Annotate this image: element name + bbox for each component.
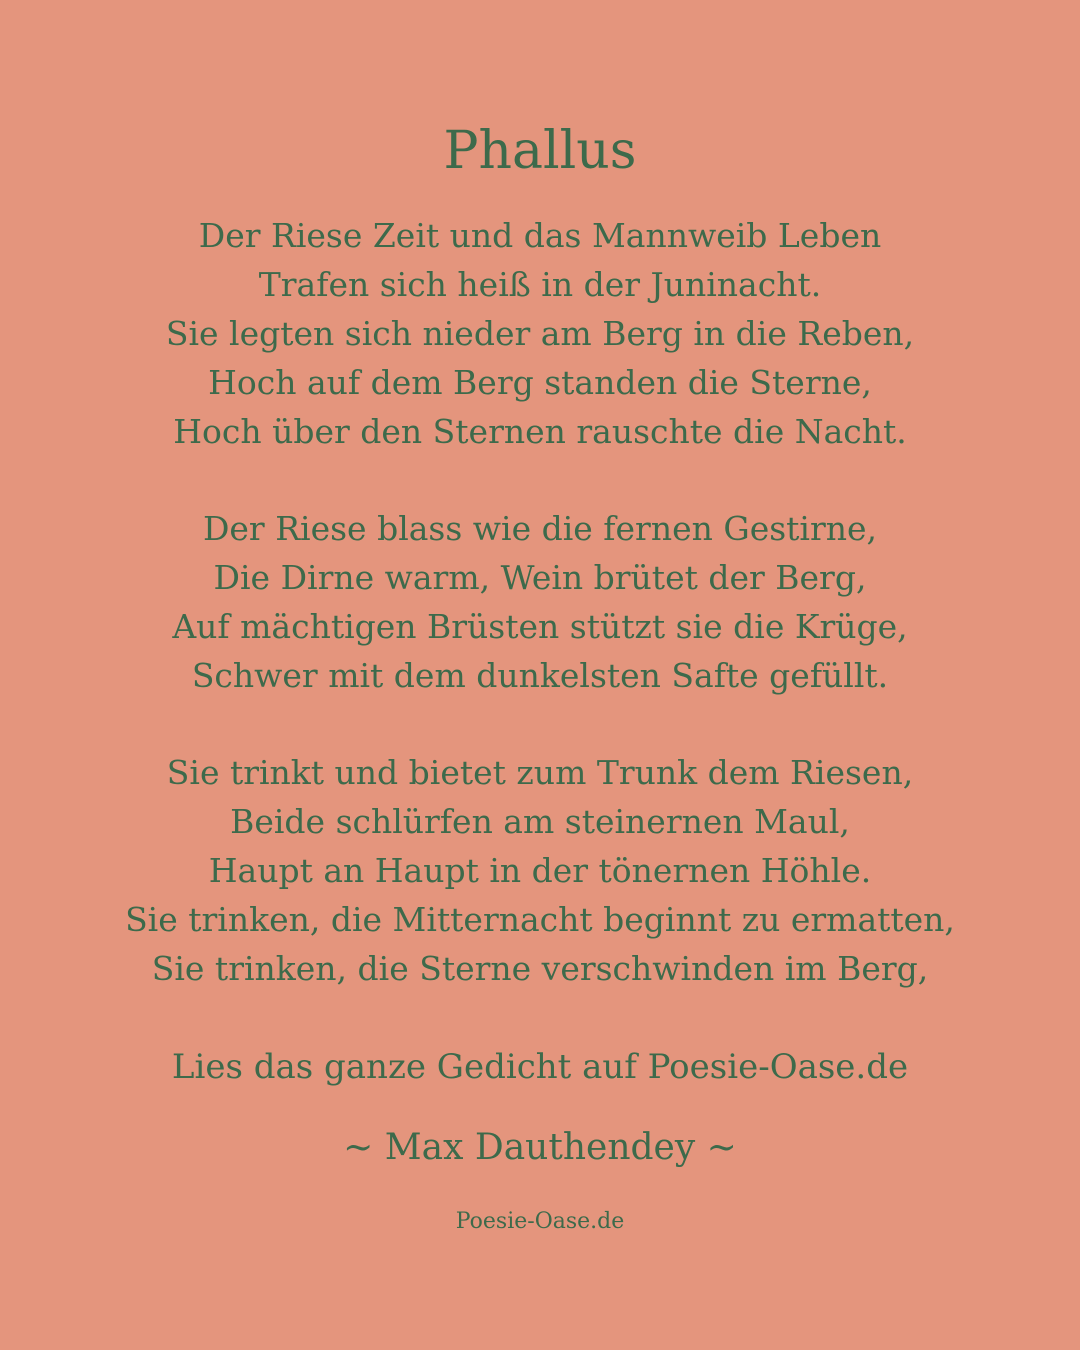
- poem-line: Sie legten sich nieder am Berg in die Reben,: [165, 314, 915, 353]
- poem-line: Beide schlürfen am steinernen Maul,: [230, 802, 850, 841]
- poem-title: Phallus: [443, 121, 637, 181]
- poem-line: Haupt an Haupt in der tönernen Höhle.: [208, 851, 872, 890]
- site-footer: Poesie-Oase.de: [455, 1209, 625, 1234]
- poem-body: [0, 211, 1080, 1041]
- poem-line: Hoch auf dem Berg standen die Sterne,: [208, 363, 872, 402]
- poem-line: Sie trinkt und bietet zum Trunk dem Riesen,: [166, 753, 914, 792]
- poem-line: Trafen sich heiß in der Juninacht.: [258, 265, 822, 304]
- poem-line: Auf mächtigen Brüsten stützt sie die Krüge,: [172, 607, 908, 646]
- poem-line: Der Riese blass wie die fernen Gestirne,: [202, 509, 878, 548]
- stanza: [0, 504, 1080, 700]
- poem-line: Hoch über den Sternen rauschte die Nacht.: [173, 412, 907, 451]
- read-full-poem-note: Lies das ganze Gedicht auf Poesie-Oase.de: [171, 1047, 909, 1087]
- poem-line: Die Dirne warm, Wein brütet der Berg,: [213, 558, 867, 597]
- stanza: [0, 748, 1080, 993]
- poem-line: Sie trinken, die Mitternacht beginnt zu ermatten,: [125, 900, 955, 939]
- poem-line: Der Riese Zeit und das Mannweib Leben: [198, 216, 882, 255]
- poem-line: Schwer mit dem dunkelsten Safte gefüllt.: [191, 656, 889, 695]
- poem-line: Sie trinken, die Sterne verschwinden im Berg,: [151, 949, 929, 988]
- poem-author: ~ Max Dauthendey ~: [343, 1127, 737, 1168]
- stanza: [0, 211, 1080, 456]
